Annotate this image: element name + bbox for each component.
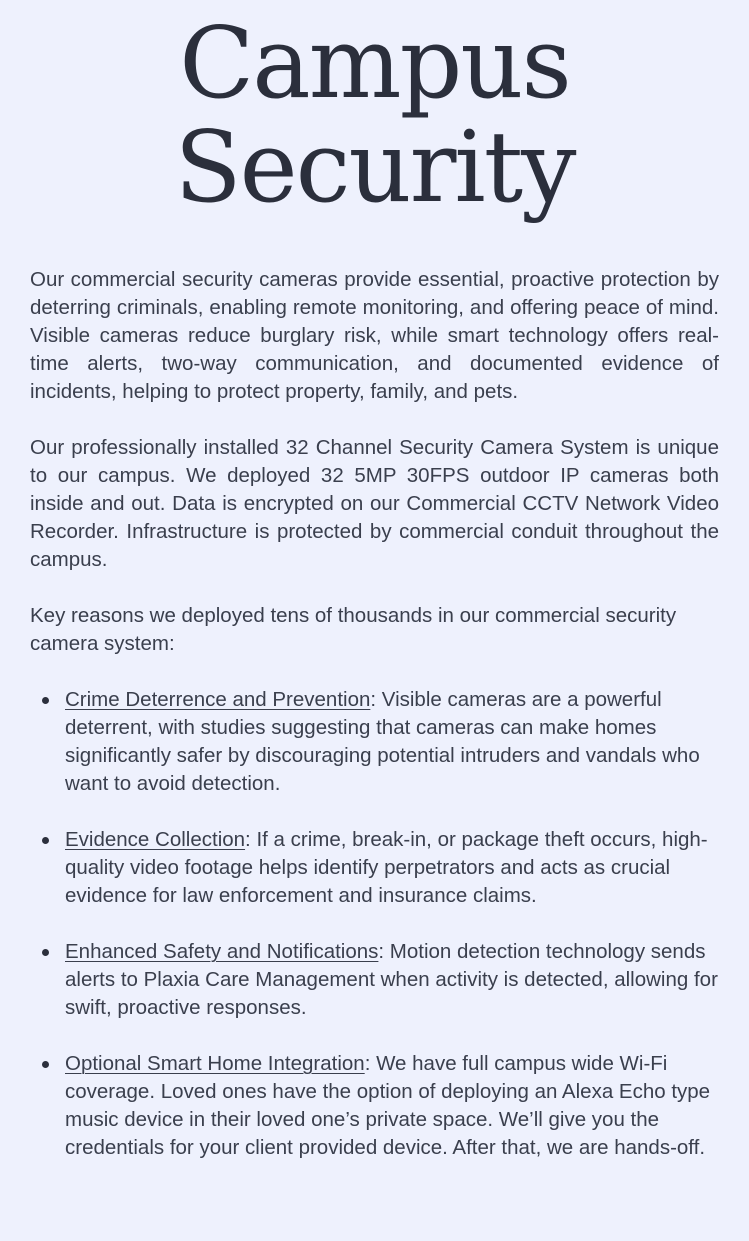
bullet-dot-icon [42,1061,49,1068]
reason-text: : Visible cameras are a powerful deterrent, with studies suggesting that cameras can make homes significantly safer by discouraging potential intruders and vandals who want to avoid detection. [65,688,700,795]
intro-paragraph: Our commercial security cameras provide essential, proactive protection by deterring criminals, enabling remote monitoring, and offering peace of mind. Visible cameras reduce burglary risk, while smart technology offers real-time alerts, two-way communication, and documented evidence of incidents, helping to protect property, family, and pets. [30,268,719,403]
bullet-dot-icon [42,837,49,844]
reason-term: Optional Smart Home Integration [65,1052,365,1075]
reasons-list [30,686,719,1162]
reason-term: Crime Deterrence and Prevention [65,688,371,711]
list-item [30,686,719,798]
list-item [30,1050,719,1162]
reason-text: : We have full campus wide Wi-Fi coverage. Loved ones have the option of deploying an Alexa Echo type music device in their loved one’s private space. We’ll give you the credentials for your client provided device. After that, we are hands-off. [65,1052,711,1159]
reason-text: : Motion detection technology sends alerts to Plaxia Care Management when activity is detected, allowing for swift, proactive responses. [65,940,718,1019]
page-title-line-1: Campus [179,7,570,121]
reason-term: Evidence Collection [65,828,246,851]
bullet-dot-icon [42,697,49,704]
reason-text: : If a crime, break-in, or package theft occurs, high-quality video footage helps identify perpetrators and acts as crucial evidence for law enforcement and insurance claims. [65,828,708,907]
page-title [30,0,719,225]
content-body [30,266,719,1162]
bullet-dot-icon [42,949,49,956]
reason-term: Enhanced Safety and Notifications [65,940,379,963]
list-intro: Key reasons we deployed tens of thousands in our commercial security camera system: [30,604,677,655]
list-item [30,826,719,910]
system-paragraph: Our professionally installed 32 Channel Security Camera System is unique to our campus. We deployed 32 5MP 30FPS outdoor IP cameras both inside and out. Data is encrypted on our Commercial CCTV Network Video Recorder. Infrastructure is protected by commercial conduit throughout the campus. [30,436,719,571]
list-item [30,938,719,1022]
page-title-line-2: Security [174,111,575,225]
